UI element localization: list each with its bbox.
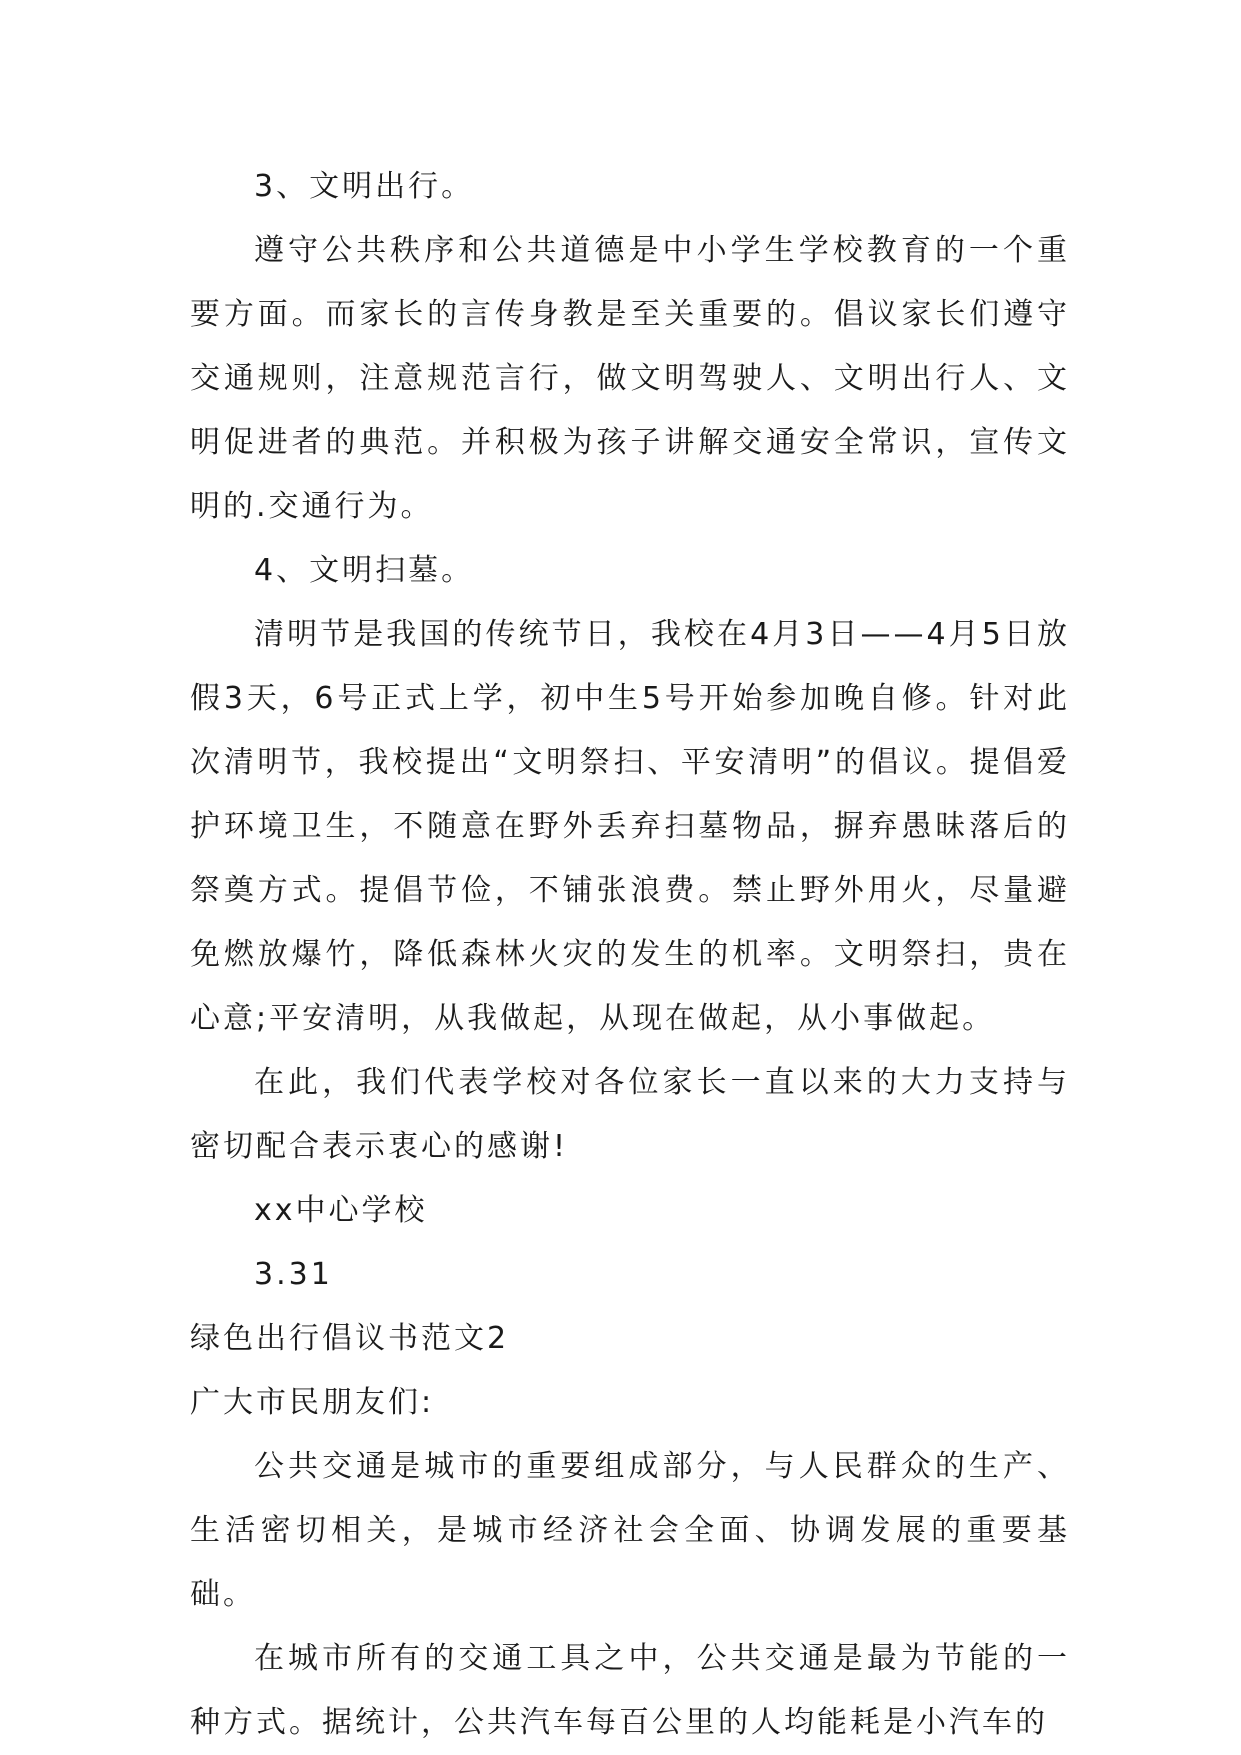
salutation: 广大市民朋友们:	[190, 1385, 435, 1420]
paragraph-qingming-holiday: 清明节是我国的传统节日，我校在4月3日——4月5日放假3天，6号正式上学，初中生5号开始参加晚自修。针对此次清明节，我校提出“文明祭扫、平安清明”的倡议。提倡爱护环境卫生，不随意在野外丢弃扫墓物品，摒弃愚昧落后的祭奠方式。提倡节俭，不铺张浪费。禁止野外用火，尽量避免燃放爆竹，降低森林火灾的发生的机率。文明祭扫，贵在心意;平安清明，从我做起，从现在做起，从小事做起。	[190, 617, 1070, 1036]
paragraph-civilized-tomb-sweeping-heading: 4、文明扫墓。	[254, 553, 475, 588]
paragraph-energy-saving: 在城市所有的交通工具之中，公共交通是最为节能的一种方式。据统计，公共汽车每百公里的人均能耗是小汽车的	[190, 1641, 1070, 1740]
paragraph-public-transport: 公共交通是城市的重要组成部分，与人民群众的生产、生活密切相关，是城市经济社会全面、协调发展的重要基础。	[190, 1449, 1070, 1612]
signature-date: 3.31	[254, 1257, 333, 1292]
signature-school: xx中心学校	[254, 1193, 428, 1228]
paragraph-thanks: 在此，我们代表学校对各位家长一直以来的大力支持与密切配合表示衷心的感谢!	[190, 1065, 1070, 1164]
paragraph-civilized-travel-heading: 3、文明出行。	[254, 169, 475, 204]
section-title: 绿色出行倡议书范文2	[190, 1321, 510, 1356]
paragraph-public-order: 遵守公共秩序和公共道德是中小学生学校教育的一个重要方面。而家长的言传身教是至关重要的。倡议家长们遵守交通规则，注意规范言行，做文明驾驶人、文明出行人、文明促进者的典范。并积极为孩子讲解交通安全常识，宣传文明的.交通行为。	[190, 233, 1070, 524]
document-body	[190, 155, 1070, 1755]
